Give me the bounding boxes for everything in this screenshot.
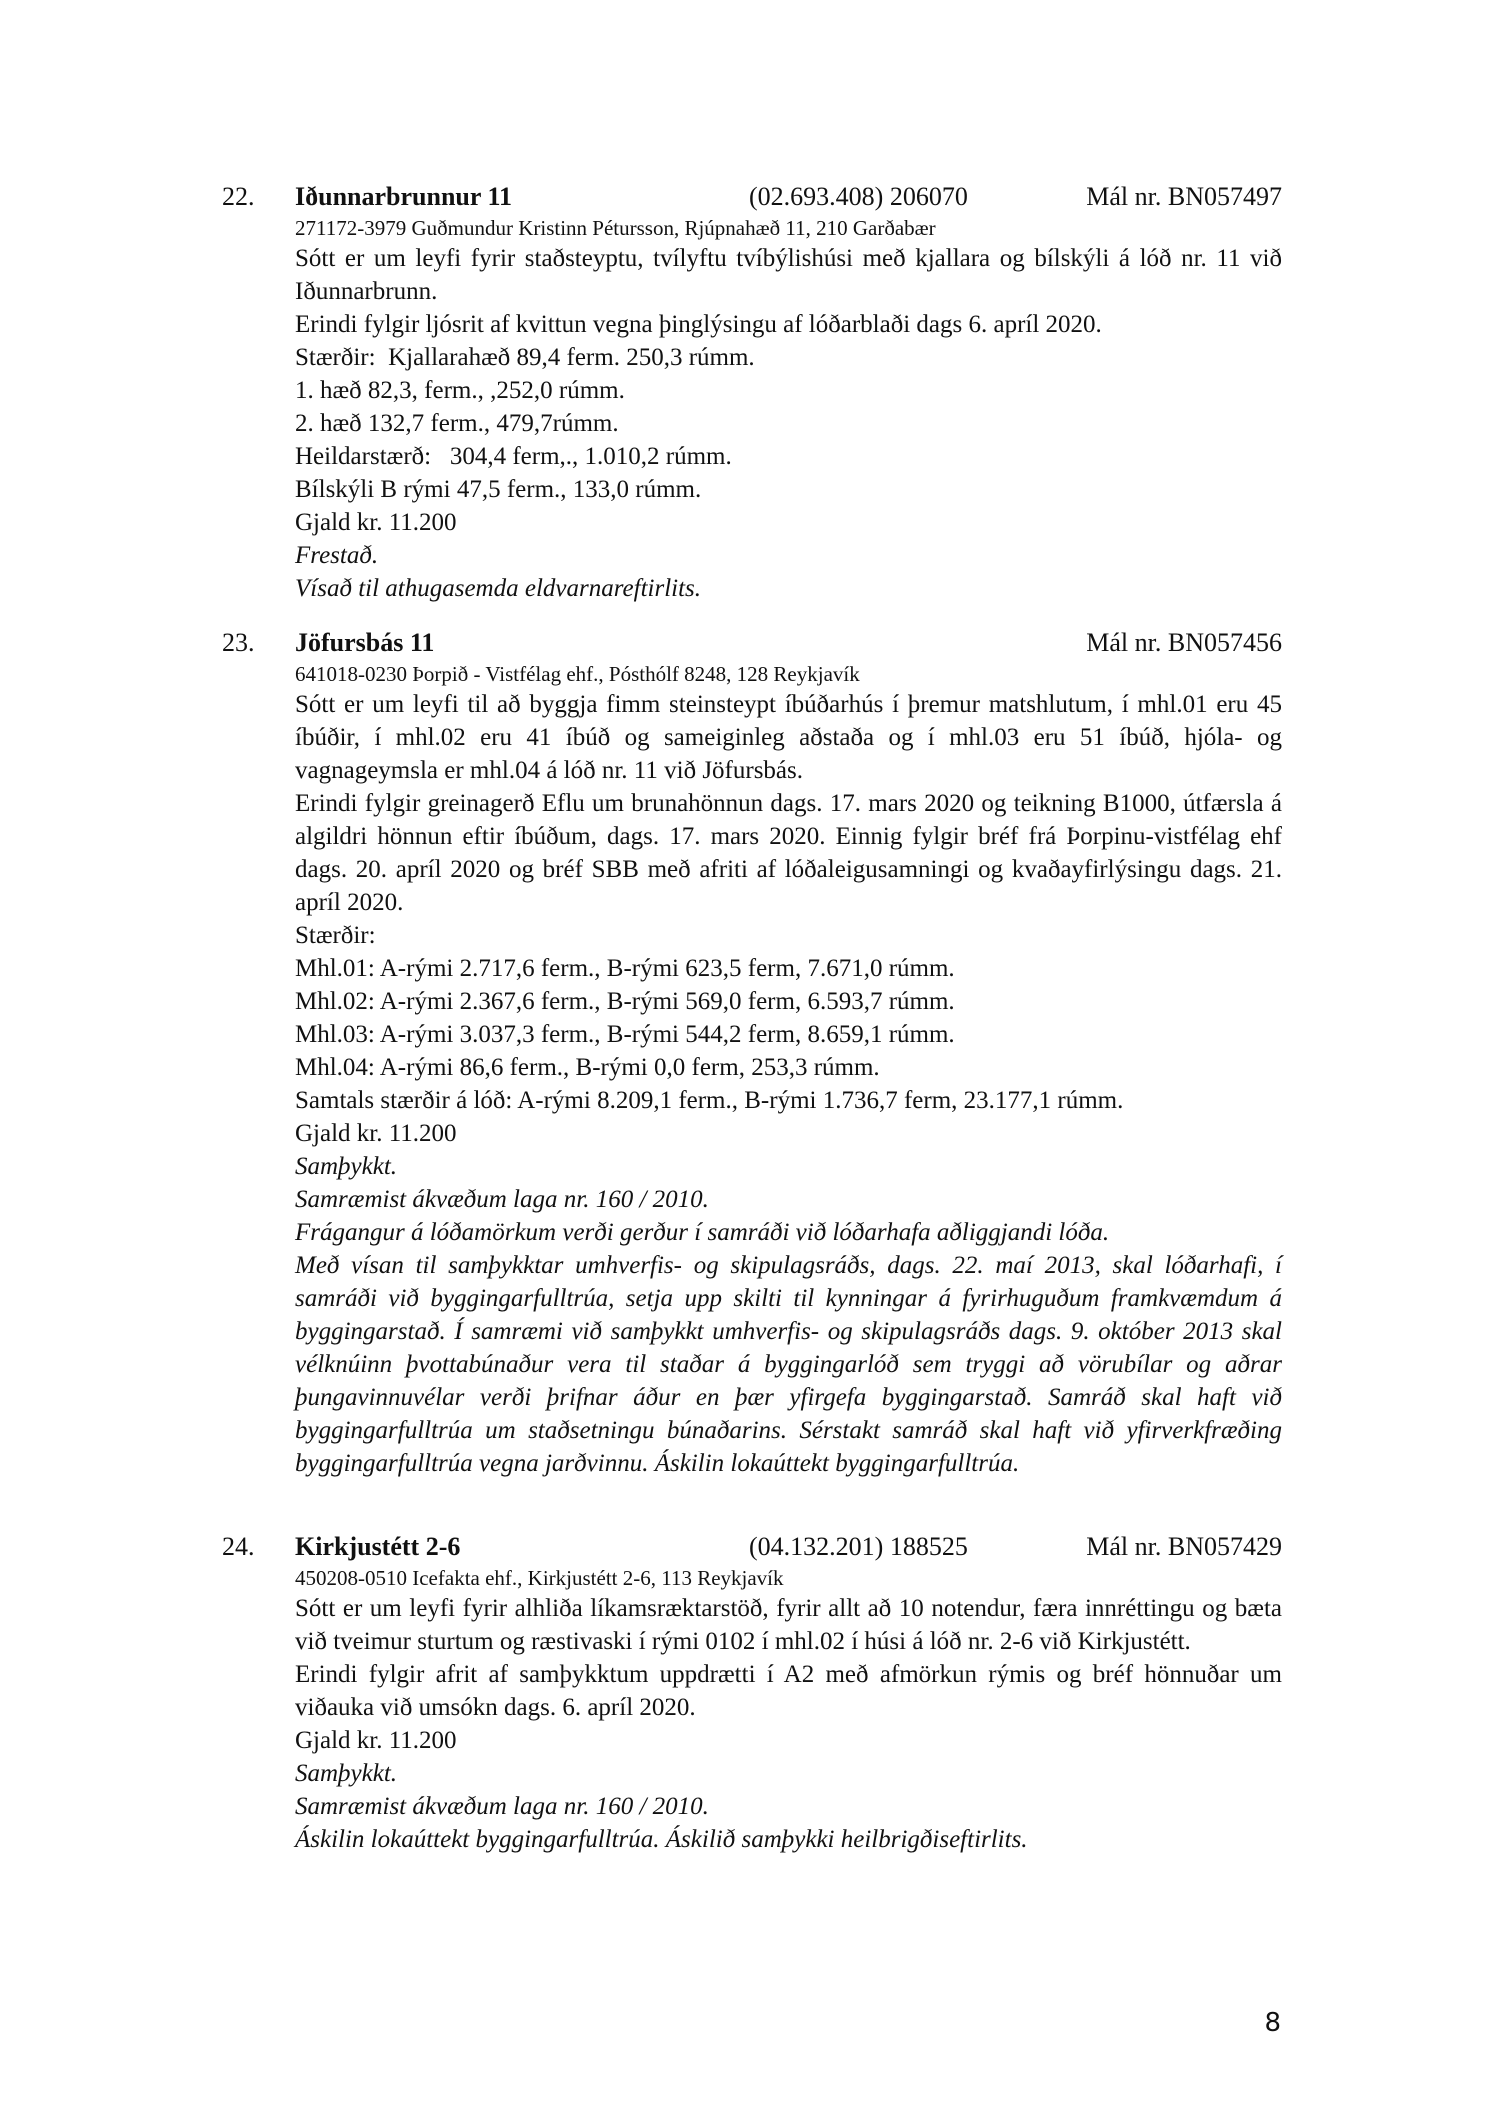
description-paragraph: Sótt er um leyfi fyrir staðsteyptu, tvílyftu tvíbýlishúsi með kjallara og bílskýli á lóð nr. 11 við Iðunnarbrunn. <box>295 245 1282 305</box>
entry-header <box>222 626 1282 660</box>
size-line: 2. hæð 132,7 ferm., 479,7rúmm. <box>295 410 619 437</box>
case-number: Mál nr. BN057456 <box>1086 628 1282 657</box>
size-line: Stærðir: Kjallarahæð 89,4 ferm. 250,3 rúmm. <box>295 344 755 371</box>
size-line: Bílskýli B rými 47,5 ferm., 133,0 rúmm. <box>295 476 702 503</box>
attachment-paragraph: Erindi fylgir greinagerð Eflu um brunahönnun dags. 17. mars 2020 og teikning B1000, útfærsla á algildri hönnun eftir íbúðum, dags. 17. mars 2020. Einnig fylgir bréf frá Þorpinu-vistfélag ehf dags. 20. apríl 2020 og bréf SBB með afriti af lóðaleigusamningi og kvaðayfirlýsingu dags. 21. apríl 2020. <box>295 790 1282 916</box>
case-entry <box>222 626 1282 1480</box>
fee-line: Gjald kr. 11.200 <box>295 509 457 536</box>
description-paragraph: Sótt er um leyfi til að byggja fimm steinsteypt íbúðarhús í þremur matshlutum, í mhl.01 eru 45 íbúðir, í mhl.02 eru 41 íbúð og sameiginleg aðstaða og í mhl.03 eru 51 íbúð, hjóla- og vagnageymsla er mhl.04 á lóð nr. 11 við Jöfursbás. <box>295 691 1282 784</box>
applicant: 450208-0510 Icefakta ehf., Kirkjustétt 2-6, 113 Reykjavík <box>295 1566 784 1590</box>
fee-line: Gjald kr. 11.200 <box>295 1120 457 1147</box>
decision-line: Áskilin lokaúttekt byggingarfulltrúa. Áskilið samþykki heilbrigðiseftirlits. <box>295 1826 1028 1853</box>
size-line: Samtals stærðir á lóð: A-rými 8.209,1 ferm., B-rými 1.736,7 ferm, 23.177,1 rúmm. <box>295 1087 1124 1114</box>
case-number: Mál nr. BN057497 <box>1086 182 1282 211</box>
description-paragraph: Sótt er um leyfi fyrir alhliða líkamsræktarstöð, fyrir allt að 10 notendur, færa innréttingu og bæta við tveimur sturtum og ræstivaski í rými 0102 í mhl.02 í húsi á lóð nr. 2-6 við Kirkjustétt. <box>295 1595 1282 1655</box>
size-line: Mhl.04: A-rými 86,6 ferm., B-rými 0,0 ferm, 253,3 rúmm. <box>295 1054 880 1081</box>
entry-body <box>295 214 1282 605</box>
case-entry <box>222 180 1282 605</box>
decision-paragraph: Með vísan til samþykktar umhverfis- og skipulagsráðs, dags. 22. maí 2013, skal lóðarhafi, í samráði við byggingarfulltrúa, setja upp skilti til kynningar á fyrirhuguðum framkvæmdum á byggingarstað. Í samræmi við samþykkt umhverfis- og skipulagsráðs dags. 9. október 2013 skal vélknúinn þvottabúnaður vera til staðar á byggingarlóð sem tryggi að vörubílar og aðrar þungavinnuvélar verði þrifnar áður en þær yfirgefa byggingarstað. Samráð skal haft við byggingarfulltrúa um staðsetningu búnaðarins. Sérstakt samráð skal haft við yfirverkfræðing byggingarfulltrúa vegna jarðvinnu. Áskilin lokaúttekt byggingarfulltrúa. <box>295 1252 1282 1477</box>
applicant: 271172-3979 Guðmundur Kristinn Pétursson, Rjúpnahæð 11, 210 Garðabær <box>295 216 936 240</box>
entry-reference: (04.132.201) 188525 <box>749 1532 968 1561</box>
size-line: 1. hæð 82,3, ferm., ,252,0 rúmm. <box>295 377 625 404</box>
attachment-paragraph: Erindi fylgir ljósrit af kvittun vegna þinglýsingu af lóðarblaði dags 6. apríl 2020. <box>295 311 1102 338</box>
entry-title: Iðunnarbrunnur 11 <box>295 182 513 211</box>
applicant: 641018-0230 Þorpið - Vistfélag ehf., Pósthólf 8248, 128 Reykjavík <box>295 662 860 686</box>
case-number: Mál nr. BN057429 <box>1086 1532 1282 1561</box>
attachment-paragraph: Erindi fylgir afrit af samþykktum uppdrætti í A2 með afmörkun rýmis og bréf hönnuðar um viðauka við umsókn dags. 6. apríl 2020. <box>295 1661 1282 1721</box>
entry-header <box>222 180 1282 214</box>
size-line: Heildarstærð: 304,4 ferm,., 1.010,2 rúmm. <box>295 443 732 470</box>
size-line: Mhl.01: A-rými 2.717,6 ferm., B-rými 623,5 ferm, 7.671,0 rúmm. <box>295 955 955 982</box>
decision-line: Frágangur á lóðamörkum verði gerður í samráði við lóðarhafa aðliggjandi lóða. <box>295 1219 1110 1246</box>
entry-title: Jöfursbás 11 <box>295 628 435 657</box>
decision-line: Samþykkt. <box>295 1153 398 1180</box>
size-line: Stærðir: <box>295 922 376 949</box>
entry-reference: (02.693.408) 206070 <box>749 182 968 211</box>
entry-header <box>222 1530 1282 1564</box>
entry-number: 24. <box>222 1532 255 1561</box>
page-number: 8 <box>1264 2008 1281 2038</box>
fee-line: Gjald kr. 11.200 <box>295 1727 457 1754</box>
entry-number: 23. <box>222 628 255 657</box>
decision-line: Samþykkt. <box>295 1760 398 1787</box>
entry-number: 22. <box>222 182 255 211</box>
decision-line: Samræmist ákvæðum laga nr. 160 / 2010. <box>295 1186 709 1213</box>
entry-body <box>295 660 1282 1480</box>
case-entry <box>222 1530 1282 1856</box>
entry-body <box>295 1564 1282 1856</box>
decision-line: Samræmist ákvæðum laga nr. 160 / 2010. <box>295 1793 709 1820</box>
size-line: Mhl.03: A-rými 3.037,3 ferm., B-rými 544,2 ferm, 8.659,1 rúmm. <box>295 1021 955 1048</box>
entry-title: Kirkjustétt 2-6 <box>295 1532 461 1561</box>
decision-line: Frestað. <box>295 542 379 569</box>
size-line: Mhl.02: A-rými 2.367,6 ferm., B-rými 569,0 ferm, 6.593,7 rúmm. <box>295 988 955 1015</box>
decision-line: Vísað til athugasemda eldvarnareftirlits. <box>295 575 702 602</box>
